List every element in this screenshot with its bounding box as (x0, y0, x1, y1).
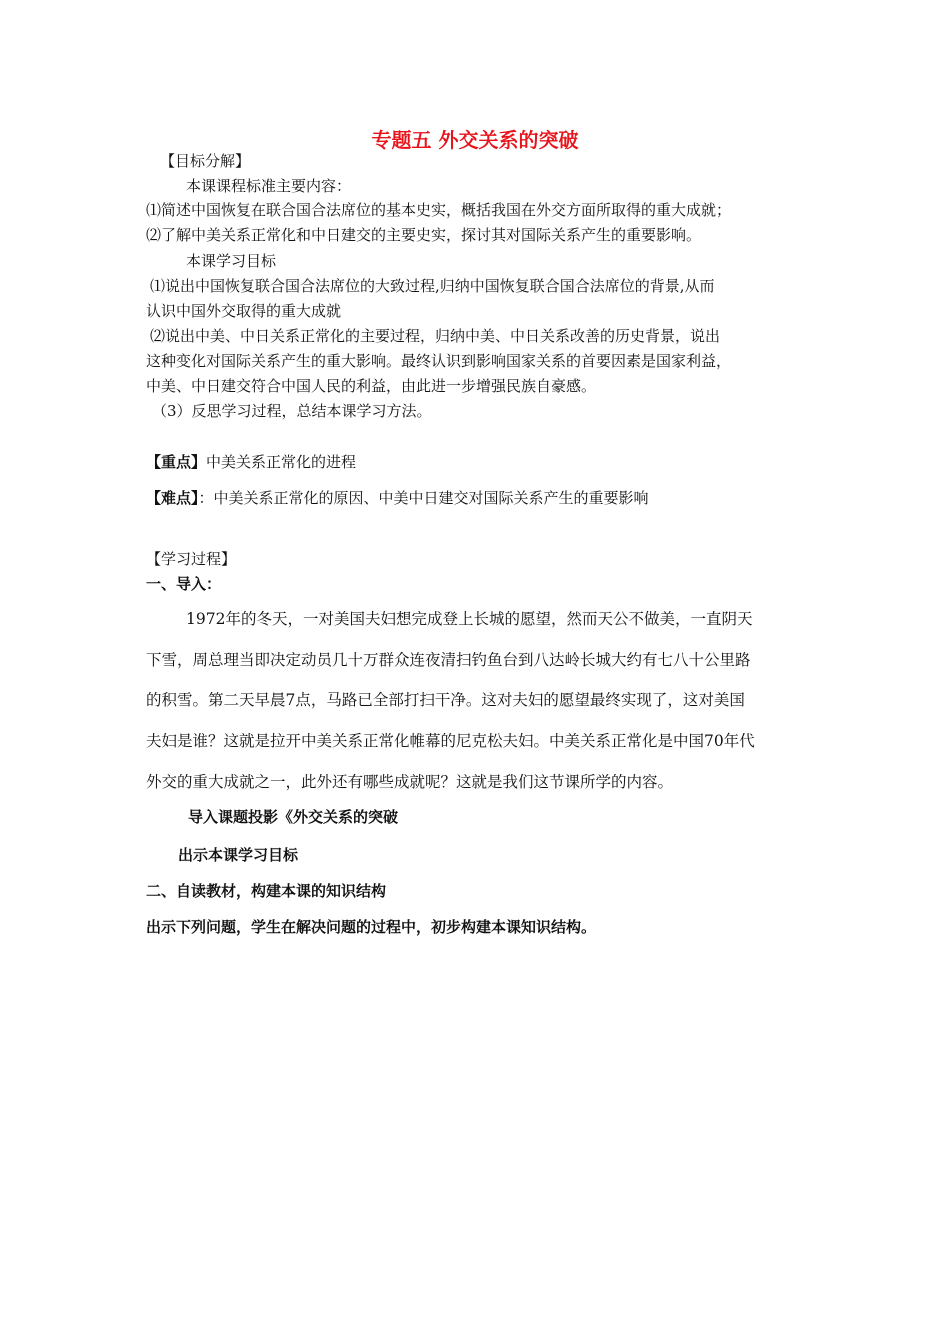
section-one-heading: 一、导入： (146, 575, 222, 593)
projection-line: 导入课题投影《外交关系的突破 (188, 808, 399, 826)
intro-line: 外交的重大成就之一，此外还有哪些成就呢？这就是我们这节课所学的内容。 (146, 773, 674, 791)
objective-line: 认识中国外交取得的重大成就 (146, 302, 342, 320)
instruction-line: 出示下列问题，学生在解决问题的过程中，初步构建本课知识结构。 (146, 918, 597, 936)
section-two-heading: 二、自读教材，构建本课的知识结构 (146, 882, 387, 900)
objective-line: 中美、中日建交符合中国人民的利益，由此进一步增强民族自豪感。 (146, 377, 597, 395)
objective-line: ⑴说出中国恢复联合国合法席位的大致过程,归纳中国恢复联合国合法席位的背景,从而 (150, 277, 715, 295)
show-goals-line: 出示本课学习目标 (178, 846, 299, 864)
process-heading: 【学习过程】 (146, 550, 237, 568)
page-title: 专题五 外交关系的突破 (371, 128, 579, 152)
objective-line: （3）反思学习过程，总结本课学习方法。 (152, 402, 432, 420)
objectives-intro: 本课学习目标 (186, 252, 277, 270)
intro-line: 的积雪。第二天早晨7点，马路已全部打扫干净。这对夫妇的愿望最终实现了，这对美国 (146, 691, 745, 709)
difficult-point-label: 【难点】 (146, 489, 199, 507)
standards-intro: 本课课程标准主要内容： (186, 177, 352, 195)
difficult-point (146, 488, 649, 508)
intro-line: 1972年的冬天，一对美国夫妇想完成登上长城的愿望，然而天公不做美，一直阴天 (186, 610, 753, 628)
key-point-text: 中美关系正常化的进程 (206, 453, 357, 471)
difficult-point-text: ：中美关系正常化的原因、中美中日建交对国际关系产生的重要影响 (198, 489, 649, 507)
standard-item: ⑴简述中国恢复在联合国合法席位的基本史实，概括我国在外交方面所取得的重大成就； (146, 201, 732, 219)
key-point (146, 452, 356, 472)
intro-line: 夫妇是谁？这就是拉开中美关系正常化帷幕的尼克松夫妇。中美关系正常化是中国70年代 (146, 732, 755, 750)
objective-line: 这种变化对国际关系产生的重大影响。最终认识到影响国家关系的首要因素是国家利益， (146, 352, 732, 370)
key-point-label: 【重点】 (146, 453, 207, 471)
intro-line: 下雪，周总理当即决定动员几十万群众连夜清扫钓鱼台到八达岭长城大约有七八十公里路 (146, 651, 751, 669)
standard-item: ⑵了解中美关系正常化和中日建交的主要史实，探讨其对国际关系产生的重要影响。 (146, 226, 702, 244)
goals-heading: 【目标分解】 (160, 152, 251, 170)
objective-line: ⑵说出中美、中日关系正常化的主要过程，归纳中美、中日关系改善的历史背景，说出 (150, 327, 721, 345)
